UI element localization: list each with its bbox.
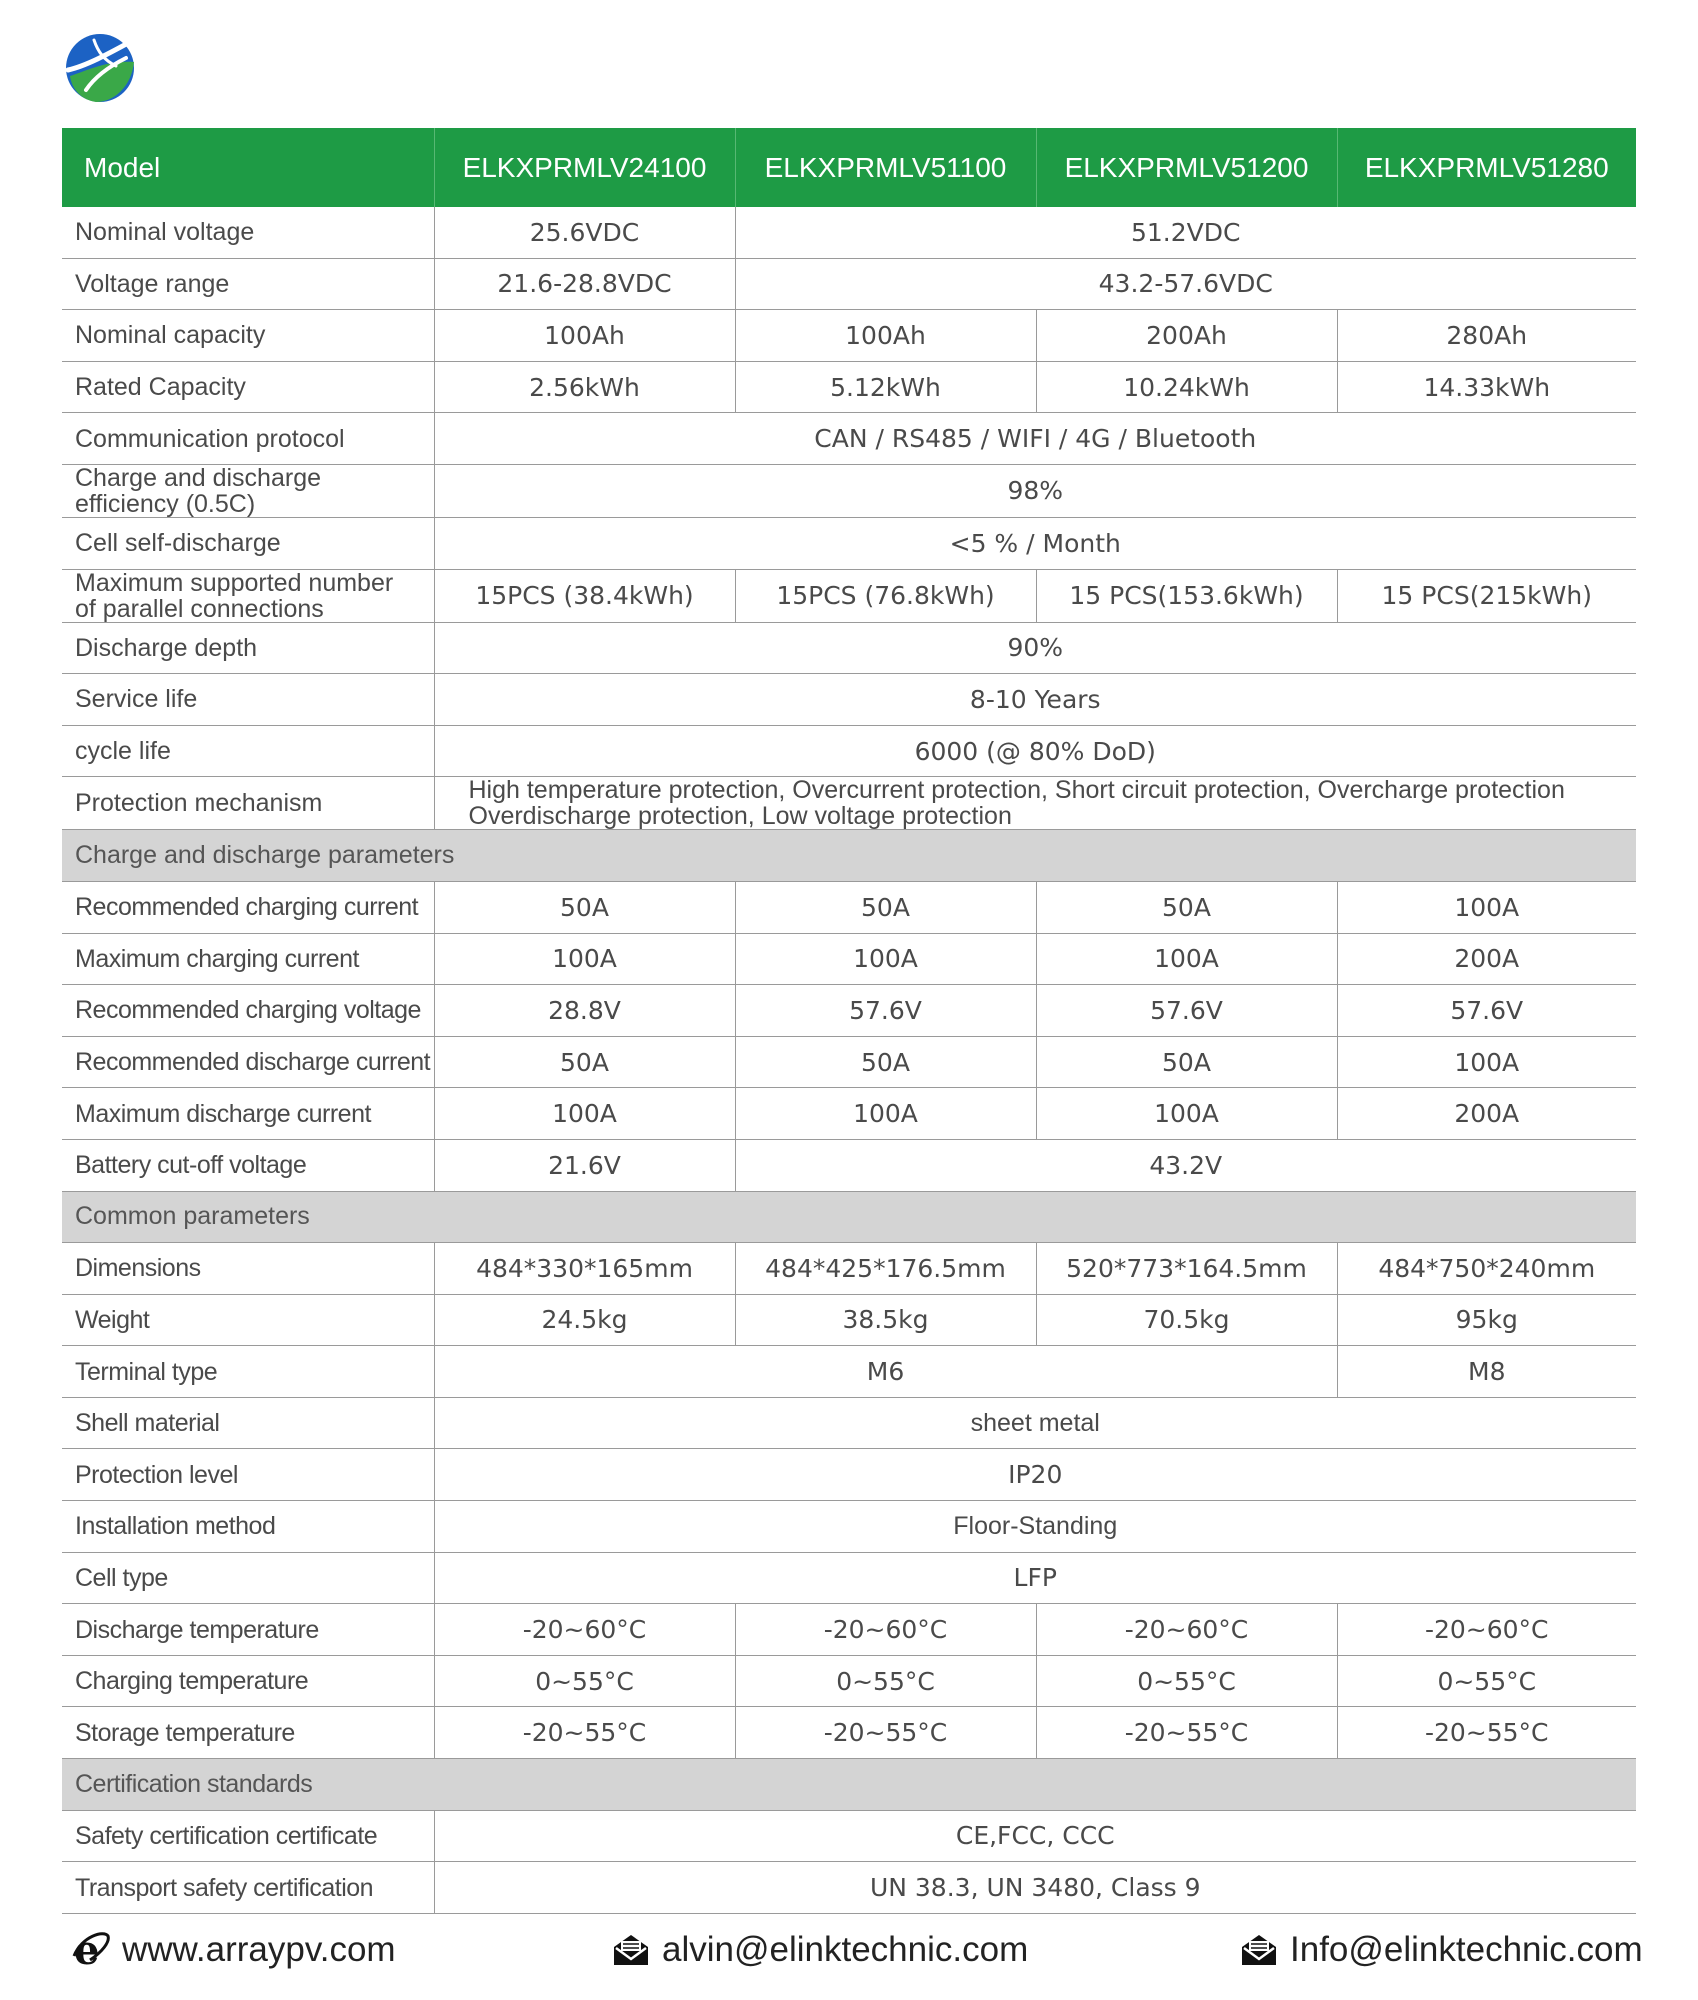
footer-email-2[interactable] [1240,1930,1643,1970]
table-row [62,933,1636,985]
cell-value: 15 PCS(215kWh) [1337,569,1636,622]
row-label: Maximum charging current [62,933,434,985]
row-label: Charging temperature [62,1655,434,1707]
cell-value: 14.33kWh [1337,361,1636,413]
table-header-row [62,128,1636,207]
row-label: Cell self-discharge [62,517,434,569]
cell-value: 100A [1337,881,1636,933]
section-row [62,830,1636,882]
section-row [62,1191,1636,1243]
cell-value: Floor-Standing [434,1501,1636,1553]
table-row [62,1552,1636,1604]
email-link[interactable]: alvin@elinktechnic.com [662,1930,1029,1969]
row-label: Storage temperature [62,1707,434,1759]
header-model-label: Model [62,128,434,207]
cell-value: 484*750*240mm [1337,1243,1636,1295]
table-row [62,361,1636,413]
section-title: Certification standards [62,1759,1636,1811]
table-row [62,777,1636,830]
cell-value: -20~60°C [434,1604,735,1656]
cell-value: 280Ah [1337,310,1636,362]
table-row [62,1707,1636,1759]
cell-value: M8 [1337,1346,1636,1398]
row-label: Cell type [62,1552,434,1604]
row-label [62,464,434,517]
cell-value: 28.8V [434,985,735,1037]
protection-line: Overdischarge protection, Low voltage protection [468,802,1012,831]
row-label: Recommended charging voltage [62,985,434,1037]
cell-value: 100A [1036,1088,1337,1140]
cell-value: 98% [434,464,1636,517]
cell-value: 70.5kg [1036,1294,1337,1346]
table-row [62,464,1636,517]
cell-value: 90% [434,622,1636,674]
section-title: Common parameters [62,1191,1636,1243]
cell-value: 5.12kWh [735,361,1036,413]
table-row [62,517,1636,569]
row-label: Nominal capacity [62,310,434,362]
spec-table [62,128,1636,1914]
row-label: Weight [62,1294,434,1346]
cell-value: 100A [434,1088,735,1140]
table-row [62,1397,1636,1449]
cell-value: 0~55°C [1337,1655,1636,1707]
table-row [62,207,1636,258]
cell-value: 15PCS (76.8kWh) [735,569,1036,622]
row-label: Communication protocol [62,413,434,465]
table-row [62,985,1636,1037]
row-label: Voltage range [62,258,434,310]
cell-value: 43.2V [735,1139,1636,1191]
row-label: Dimensions [62,1243,434,1295]
cell-value: 0~55°C [434,1655,735,1707]
cell-value: 100Ah [434,310,735,362]
row-label: cycle life [62,725,434,777]
row-label: Installation method [62,1501,434,1553]
table-row [62,413,1636,465]
table-row [62,1449,1636,1501]
row-label: Discharge depth [62,622,434,674]
cell-value: 50A [735,881,1036,933]
protection-line: High temperature protection, Overcurrent protection, Short circuit protection, Overcharge protection [468,776,1565,805]
cell-value: 21.6V [434,1139,735,1191]
mail-icon [1240,1933,1278,1967]
cell-value: 8-10 Years [434,674,1636,726]
cell-value: 100A [1036,933,1337,985]
section-title: Charge and discharge parameters [62,830,1636,882]
cell-value: 24.5kg [434,1294,735,1346]
cell-value: 484*330*165mm [434,1243,735,1295]
website-link[interactable]: www.arraypv.com [122,1930,396,1969]
table-row [62,1294,1636,1346]
table-row [62,622,1636,674]
cell-value: CAN / RS485 / WIFI / 4G / Bluetooth [434,413,1636,465]
header-model-3: ELKXPRMLV51200 [1036,128,1337,207]
cell-value: 100Ah [735,310,1036,362]
footer [0,1930,1698,1980]
cell-value: 50A [1036,1036,1337,1088]
cell-value: 0~55°C [1036,1655,1337,1707]
row-label-line: efficiency (0.5C) [75,489,256,518]
row-label: Rated Capacity [62,361,434,413]
cell-value: UN 38.3, UN 3480, Class 9 [434,1862,1636,1914]
table-row [62,1604,1636,1656]
cell-value: 100A [735,1088,1036,1140]
row-label: Protection mechanism [62,777,434,830]
cell-value: 100A [735,933,1036,985]
table-row [62,258,1636,310]
cell-value: sheet metal [434,1397,1636,1449]
row-label: Terminal type [62,1346,434,1398]
cell-value: 15PCS (38.4kWh) [434,569,735,622]
cell-value: M6 [434,1346,1337,1398]
cell-value: 25.6VDC [434,207,735,258]
email-link[interactable]: Info@elinktechnic.com [1290,1930,1643,1969]
cell-value: CE,FCC, CCC [434,1810,1636,1862]
cell-value: -20~60°C [735,1604,1036,1656]
row-label: Transport safety certification [62,1862,434,1914]
row-label: Recommended charging current [62,881,434,933]
cell-value: IP20 [434,1449,1636,1501]
table-row [62,1243,1636,1295]
table-row [62,1088,1636,1140]
row-label: Maximum discharge current [62,1088,434,1140]
cell-value: 10.24kWh [1036,361,1337,413]
table-row [62,674,1636,726]
row-label: Discharge temperature [62,1604,434,1656]
company-logo-icon [64,32,136,104]
cell-value: 50A [1036,881,1337,933]
row-label: Recommended discharge current [62,1036,434,1088]
table-row [62,1655,1636,1707]
cell-value: 21.6-28.8VDC [434,258,735,310]
cell-value: -20~55°C [735,1707,1036,1759]
cell-value: LFP [434,1552,1636,1604]
cell-value: 0~55°C [735,1655,1036,1707]
cell-value: -20~55°C [434,1707,735,1759]
cell-value: 15 PCS(153.6kWh) [1036,569,1337,622]
table-row [62,881,1636,933]
cell-value: 50A [434,1036,735,1088]
cell-value: 200A [1337,933,1636,985]
svg-text:e: e [74,1930,100,1970]
cell-value: 520*773*164.5mm [1036,1243,1337,1295]
table-row [62,569,1636,622]
row-label: Nominal voltage [62,207,434,258]
ie-browser-icon [72,1930,110,1970]
row-label-line: of parallel connections [75,594,324,623]
cell-value: <5 % / Month [434,517,1636,569]
cell-value: 38.5kg [735,1294,1036,1346]
cell-value: 100A [434,933,735,985]
cell-value: 51.2VDC [735,207,1636,258]
mail-icon [612,1933,650,1967]
table-row [62,1139,1636,1191]
cell-value: 95kg [1337,1294,1636,1346]
row-label: Service life [62,674,434,726]
cell-value: 50A [434,881,735,933]
cell-value: 50A [735,1036,1036,1088]
cell-value: -20~55°C [1337,1707,1636,1759]
section-row [62,1759,1636,1811]
cell-value: 43.2-57.6VDC [735,258,1636,310]
cell-value: 100A [1337,1036,1636,1088]
table-row [62,1862,1636,1914]
table-row [62,1810,1636,1862]
cell-value: 6000 (@ 80% DoD) [434,725,1636,777]
table-row [62,725,1636,777]
row-label: Battery cut-off voltage [62,1139,434,1191]
cell-value: 57.6V [735,985,1036,1037]
cell-value: -20~55°C [1036,1707,1337,1759]
table-row [62,1346,1636,1398]
table-row [62,1036,1636,1088]
row-label: Shell material [62,1397,434,1449]
cell-value: 2.56kWh [434,361,735,413]
row-label-line: Charge and discharge [75,463,321,492]
row-label-line: Maximum supported number [75,568,394,597]
cell-value: 200A [1337,1088,1636,1140]
table-row [62,1501,1636,1553]
cell-value: 57.6V [1337,985,1636,1037]
row-label [62,569,434,622]
cell-value: 484*425*176.5mm [735,1243,1036,1295]
cell-value [434,777,1636,830]
row-label: Protection level [62,1449,434,1501]
cell-value: 200Ah [1036,310,1337,362]
row-label: Safety certification certificate [62,1810,434,1862]
cell-value: -20~60°C [1036,1604,1337,1656]
cell-value: 57.6V [1036,985,1337,1037]
cell-value: -20~60°C [1337,1604,1636,1656]
table-row [62,310,1636,362]
header-model-2: ELKXPRMLV51100 [735,128,1036,207]
header-model-4: ELKXPRMLV51280 [1337,128,1636,207]
footer-website[interactable] [72,1930,396,1970]
header-model-1: ELKXPRMLV24100 [434,128,735,207]
footer-email-1[interactable] [612,1930,1028,1970]
